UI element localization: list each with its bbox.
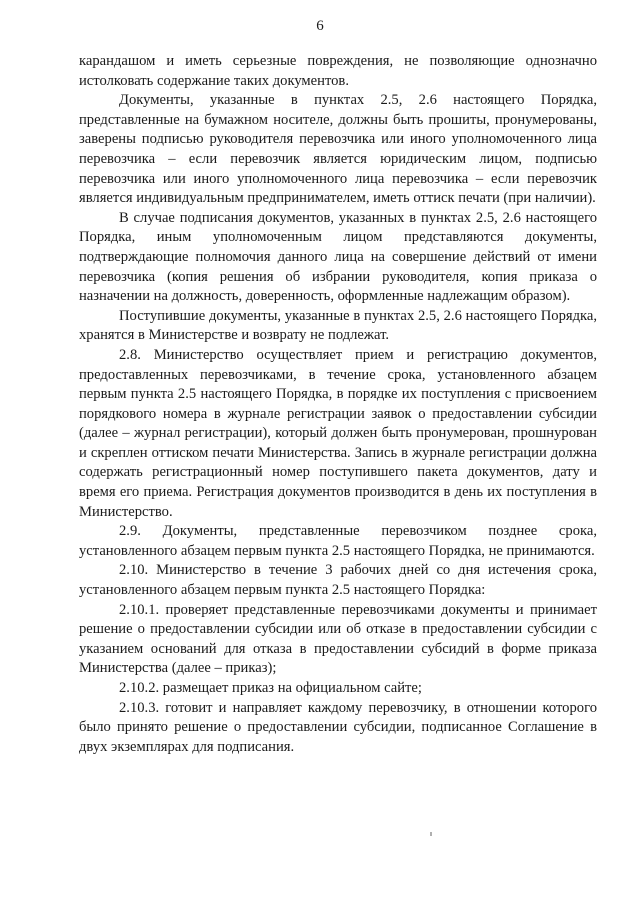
paragraph-documents-requirements: Документы, указанные в пунктах 2.5, 2.6 настоящего Порядка, представленные на бумажном носителе, должны быть прошиты, пронумерованы, заверены подписью руководителя перевозчика или иного уполномоченного лица перевозчика – если перевозчик является юридическим лицом, подписью перевозчика или иного уполномоченного лица перевозчика – если перевозчик является индивидуальным предпринимателем, иметь оттиск печати (при наличии). — [79, 92, 597, 207]
paragraph-2-10-1: 2.10.1. проверяет представленные перевозчиками документы и принимает решение о предоставлении субсидии или об отказе в предоставлении субсидии с указанием оснований для отказа в предоставлении субсидий в форме приказа Министерства (далее – приказ); — [79, 601, 597, 677]
paragraph-continuation: карандашом и иметь серьезные повреждения, не позволяющие однозначно истолковать содержание таких документов. — [79, 53, 597, 89]
scan-speck — [430, 832, 432, 836]
paragraph-2-9: 2.9. Документы, представленные перевозчиком позднее срока, установленного абзацем первым пункта 2.5 настоящего Порядка, не принимаются. — [79, 523, 597, 559]
page-number: 6 — [316, 18, 324, 34]
paragraph-authorized-person: В случае подписания документов, указанных в пунктах 2.5, 2.6 настоящего Порядка, иным уполномоченным лицом представляются документы, подтверждающие полномочия данного лица на совершение действий от имени перевозчика (копия решения об избрании руководителя, копия приказа о назначении на должность, доверенность, оформленные надлежащим образом). — [79, 209, 597, 305]
paragraph-2-10-3: 2.10.3. готовит и направляет каждому перевозчику, в отношении которого было принято решение о предоставлении субсидии, подписанное Соглашение в двух экземплярах для подписания. — [79, 699, 597, 755]
document-body — [79, 52, 597, 757]
paragraph-2-10: 2.10. Министерство в течение 3 рабочих дней со дня истечения срока, установленного абзацем первым пункта 2.5 настоящего Порядка: — [79, 562, 597, 599]
paragraph-2-10-2: 2.10.2. размещает приказ на официальном сайте; — [119, 680, 422, 696]
paragraph-2-8: 2.8. Министерство осуществляет прием и регистрацию документов, предоставленных перевозчиками, в течение срока, установленного абзацем первым пункта 2.5 настоящего Порядка, в порядке их поступления с присвоением порядкового номера в журнале регистрации заявок о предоставлении субсидии (далее – журнал регистрации), который должен быть пронумерован, прошнурован и скреплен оттиском печати Министерства. Запись в журнале регистрации должна содержать регистрационный номер поступившего пакета документов, дату и время его приема. Регистрация документов производится в день их поступления в Министерство. — [79, 346, 597, 520]
paragraph-documents-storage: Поступившие документы, указанные в пунктах 2.5, 2.6 настоящего Порядка, хранятся в Министерстве и возврату не подлежат. — [79, 307, 597, 344]
